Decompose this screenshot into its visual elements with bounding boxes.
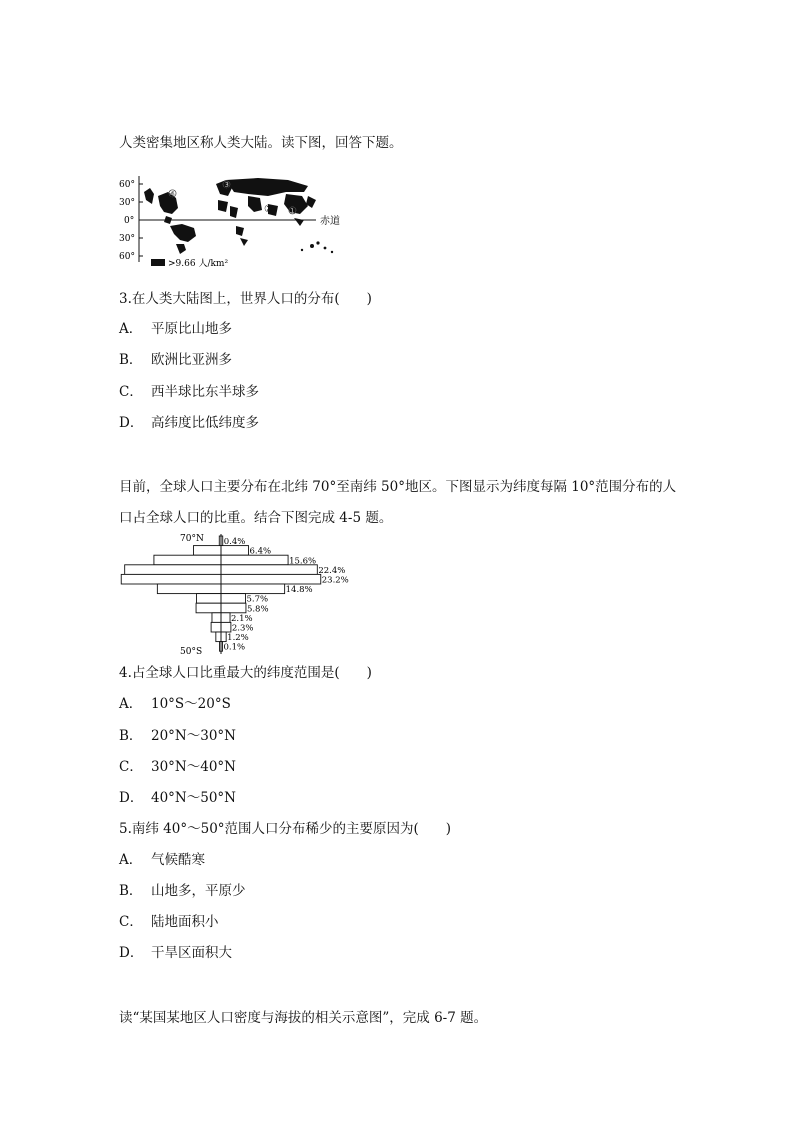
option-text: 气候酷寒 — [151, 852, 205, 868]
intro-paragraph-3: 读“某国某地区人口密度与海拔的相关示意图”，完成 6-7 题。 — [119, 1010, 488, 1026]
q4-option-d[interactable] — [119, 789, 236, 807]
q3-option-c[interactable] — [119, 383, 259, 401]
intro-paragraph-2-line-2: 口占全球人口的比重。结合下图完成 4-5 题。 — [119, 510, 393, 526]
option-text: 欧洲比亚洲多 — [151, 352, 232, 368]
bar-value-label: 23.2% — [321, 575, 349, 586]
region-number-3: ③ — [222, 180, 231, 191]
population-map — [118, 170, 348, 275]
option-letter: C． — [119, 759, 143, 775]
dense-region-oceania — [301, 241, 333, 253]
bar-value-label: 5.8% — [246, 604, 269, 615]
q4-option-b[interactable] — [119, 727, 236, 745]
chart-bottom-label: 50°S — [180, 647, 203, 656]
option-letter: C． — [119, 914, 143, 930]
bar-value-label: 0.1% — [223, 642, 246, 653]
bar-value-label: 6.4% — [249, 546, 272, 557]
intro-paragraph-2-line-1: 目前，全球人口主要分布在北纬 70°至南纬 50°地区。下图显示为纬度每隔 10°范围分布的人 — [119, 479, 677, 495]
option-letter: C． — [119, 384, 143, 400]
bar-value-label: 0.4% — [223, 537, 246, 548]
q5-option-d[interactable] — [119, 944, 232, 962]
lat-label-30n: 30° — [119, 198, 135, 208]
option-text: 20°N～30°N — [151, 728, 236, 744]
q5-option-b[interactable] — [119, 882, 246, 900]
bar-value-label: 15.6% — [289, 556, 317, 567]
option-letter: D． — [119, 415, 144, 431]
q5-stem: 5.南纬 40°～50°范围人口分布稀少的主要原因为( ) — [119, 821, 452, 837]
region-number-2: ② — [264, 204, 273, 215]
latitude-population-chart — [118, 532, 358, 656]
option-text: 干旱区面积大 — [151, 945, 232, 961]
dense-region-asia — [226, 178, 316, 226]
bar-value-label: 5.7% — [246, 594, 269, 605]
legend-label: >9.66 人/km² — [168, 259, 229, 269]
option-text: 陆地面积小 — [151, 914, 219, 930]
option-letter: D． — [119, 790, 144, 806]
option-text: 10°S～20°S — [151, 696, 231, 712]
bar-value-label: 2.1% — [231, 613, 253, 624]
q3-option-d[interactable] — [119, 414, 259, 432]
q5-option-a[interactable] — [119, 851, 205, 869]
q4-option-a[interactable] — [119, 695, 231, 713]
bar-value-label: 22.4% — [318, 565, 346, 576]
lat-label-60n: 60° — [119, 180, 135, 190]
option-letter: D． — [119, 945, 144, 961]
option-text: 40°N～50°N — [151, 790, 236, 806]
bar-value-label: 2.3% — [231, 623, 254, 634]
chart-top-label: 70°N — [180, 534, 204, 544]
option-letter: A． — [119, 696, 143, 712]
option-letter: B． — [119, 352, 143, 368]
bar-value-label: 1.2% — [227, 633, 249, 644]
q5-option-c[interactable] — [119, 913, 219, 931]
equator-label: 赤道 — [320, 216, 340, 227]
option-text: 山地多，平原少 — [151, 883, 246, 899]
region-number-1: ① — [288, 206, 297, 217]
q4-option-c[interactable] — [119, 758, 236, 776]
option-text: 高纬度比低纬度多 — [151, 415, 259, 431]
option-letter: A． — [119, 321, 143, 337]
q3-option-a[interactable] — [119, 320, 232, 338]
q3-option-b[interactable] — [119, 351, 232, 369]
legend-swatch — [151, 259, 165, 266]
q3-stem: 3.在人类大陆图上，世界人口的分布( ) — [119, 291, 372, 307]
option-text: 平原比山地多 — [151, 321, 232, 337]
region-number-4: ④ — [168, 189, 177, 200]
option-letter: A． — [119, 852, 143, 868]
q4-stem: 4.占全球人口比重最大的纬度范围是( ) — [119, 665, 372, 681]
option-text: 西半球比东半球多 — [151, 384, 259, 400]
bar-value-label: 14.8% — [285, 585, 313, 596]
option-letter: B． — [119, 728, 143, 744]
lat-label-0: 0° — [124, 216, 135, 226]
option-text: 30°N～40°N — [151, 759, 236, 775]
lat-label-60s: 60° — [119, 252, 135, 262]
intro-paragraph-1: 人类密集地区称人类大陆。读下图，回答下题。 — [119, 135, 403, 151]
lat-label-30s: 30° — [119, 234, 135, 244]
option-letter: B． — [119, 883, 143, 899]
dense-region-south-america — [170, 224, 196, 254]
